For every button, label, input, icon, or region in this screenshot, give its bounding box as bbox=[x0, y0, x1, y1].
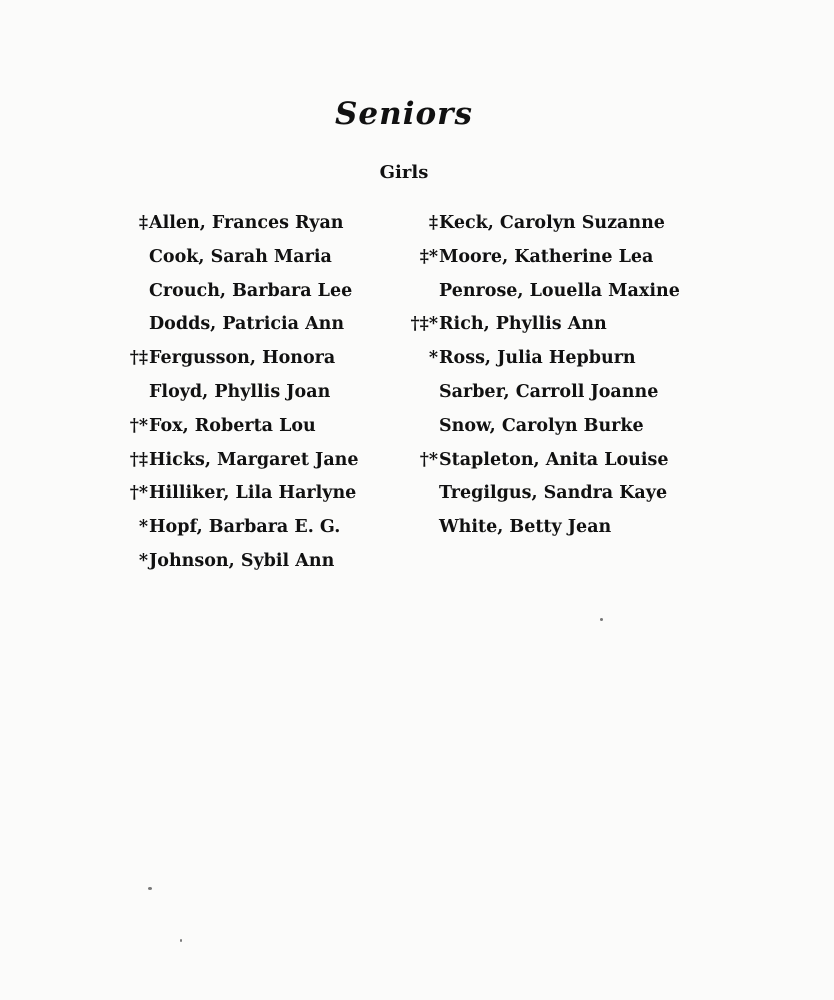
honor-mark bbox=[124, 378, 149, 412]
honor-mark bbox=[124, 310, 149, 344]
list-item bbox=[124, 209, 384, 243]
student-name: Hicks, Margaret Jane bbox=[149, 449, 359, 470]
student-name: Dodds, Patricia Ann bbox=[149, 314, 345, 335]
honor-mark bbox=[124, 243, 149, 277]
honor-mark bbox=[402, 412, 439, 446]
student-name: Fox, Roberta Lou bbox=[149, 415, 316, 436]
list-item bbox=[402, 310, 702, 344]
list-item bbox=[402, 243, 702, 277]
paper-speck bbox=[180, 939, 182, 942]
paper-speck bbox=[600, 618, 603, 621]
list-item bbox=[402, 513, 702, 547]
student-name: White, Betty Jean bbox=[439, 517, 612, 538]
list-item bbox=[402, 378, 702, 412]
student-name: Floyd, Phyllis Joan bbox=[149, 381, 331, 402]
list-item bbox=[402, 209, 702, 243]
honor-mark bbox=[402, 479, 439, 513]
list-item bbox=[124, 513, 384, 547]
right-name-list bbox=[402, 209, 702, 547]
list-item bbox=[124, 310, 384, 344]
student-name: Johnson, Sybil Ann bbox=[149, 550, 335, 571]
list-item bbox=[124, 378, 384, 412]
honor-mark bbox=[402, 378, 439, 412]
student-name: Stapleton, Anita Louise bbox=[439, 449, 669, 470]
honor-mark: †‡ bbox=[129, 449, 148, 470]
student-name: Moore, Katherine Lea bbox=[439, 246, 654, 267]
student-name: Hilliker, Lila Harlyne bbox=[149, 483, 357, 504]
list-item bbox=[124, 243, 384, 277]
honor-mark: †* bbox=[129, 483, 148, 504]
honor-mark bbox=[402, 277, 439, 311]
student-name: Sarber, Carroll Joanne bbox=[439, 381, 659, 402]
list-item bbox=[402, 412, 702, 446]
honor-mark: * bbox=[138, 550, 148, 571]
honor-mark: * bbox=[138, 517, 148, 538]
honor-mark: ‡* bbox=[419, 246, 438, 267]
page-title: Seniors bbox=[335, 96, 473, 132]
student-name: Keck, Carolyn Suzanne bbox=[439, 213, 665, 233]
student-name: Hopf, Barbara E. G. bbox=[149, 517, 341, 538]
honor-mark bbox=[402, 513, 439, 547]
list-item bbox=[124, 547, 384, 581]
list-item bbox=[124, 446, 384, 480]
honor-mark: †‡* bbox=[410, 314, 438, 335]
student-name: Fergusson, Honora bbox=[149, 348, 336, 369]
honor-mark bbox=[124, 277, 149, 311]
student-name: Rich, Phyllis Ann bbox=[439, 314, 607, 335]
list-item bbox=[402, 479, 702, 513]
honor-mark: †‡ bbox=[129, 348, 148, 369]
honor-mark: ‡ bbox=[428, 213, 438, 233]
honor-mark: †* bbox=[129, 415, 148, 436]
student-name: Cook, Sarah Maria bbox=[149, 246, 332, 267]
student-name: Ross, Julia Hepburn bbox=[439, 348, 636, 369]
list-item bbox=[402, 344, 702, 378]
honor-mark: ‡ bbox=[138, 213, 148, 233]
student-name: Allen, Frances Ryan bbox=[149, 213, 344, 233]
paper-speck bbox=[148, 887, 152, 890]
list-item bbox=[402, 446, 702, 480]
list-item bbox=[124, 412, 384, 446]
section-subtitle: Girls bbox=[379, 162, 429, 183]
honor-mark: * bbox=[428, 348, 438, 369]
student-name: Penrose, Louella Maxine bbox=[439, 280, 680, 301]
student-name: Snow, Carolyn Burke bbox=[439, 415, 644, 436]
list-item bbox=[124, 479, 384, 513]
honor-mark: †* bbox=[419, 449, 438, 470]
list-item bbox=[402, 277, 702, 311]
student-name: Crouch, Barbara Lee bbox=[149, 280, 353, 301]
list-item bbox=[124, 344, 384, 378]
left-name-list bbox=[124, 209, 384, 581]
list-item bbox=[124, 277, 384, 311]
student-name: Tregilgus, Sandra Kaye bbox=[439, 483, 668, 504]
